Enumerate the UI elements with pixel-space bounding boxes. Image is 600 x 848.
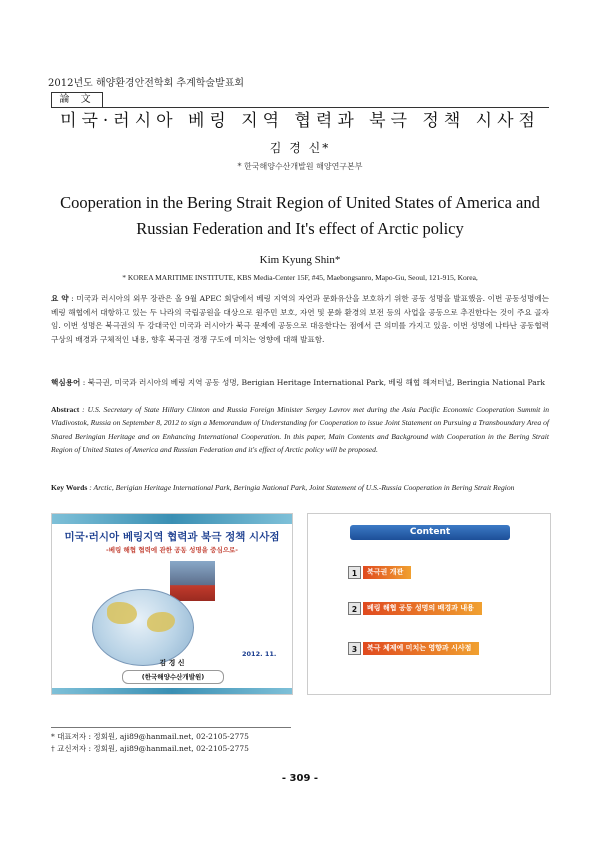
keywords-korean-label: 핵심용어	[51, 378, 81, 387]
slide-top-bar	[52, 514, 292, 524]
title-slide-image	[51, 513, 293, 695]
abstract-korean	[51, 292, 549, 346]
content-item-label: 베링 해협 공동 성명의 배경과 내용	[363, 602, 482, 615]
content-item	[348, 602, 538, 615]
article-type-tag: 論 文	[51, 92, 103, 108]
abstract-korean-label: 요 약	[51, 294, 69, 303]
footnote-contact-author: † 교신저자 : 정회원, aji89@hanmail.net, 02-2105-2775	[51, 744, 249, 753]
title-english	[40, 190, 560, 242]
affiliation-korean: * 한국해양수산개발원 해양연구본부	[237, 162, 363, 171]
icebreaker-ship-illustration	[170, 561, 215, 601]
footnote-corresponding-author: * 대표저자 : 정회원, aji89@hanmail.net, 02-2105-2775	[51, 732, 249, 741]
slide-bottom-bar	[52, 688, 292, 694]
keywords-english-text: : Arctic, Berigian Heritage International Park, Beringia National Park, Joint Statement of U.S.-Russia Cooperation in Bering Strait Region	[89, 483, 515, 492]
abstract-korean-text: : 미국과 러시아의 외무 장관은 올 9월 APEC 회담에서 베링 지역의 자연과 문화유산을 보호하기 위한 공동 성명을 발표했음. 이번 공동성명에는 베링 해협에서 대항하고 있는 두 나라의 국립공원을 대상으로 원주민 보호, 자연 및 문화 환경의 보전 등의 사업을 공동으로 추진한다는 것이 주요 골자임. 이번 성명은 북극권의 두 강대국인 미국과 러시아가 북극 문제에 공동으로 대응한다는 점에서 큰 의미를 가지고 있음. 이번 성명에 나타난 공동협력 구상의 배경과 구체적인 내용, 향후 북극권 경쟁 구도에 미치는 영향에 대해 발표함.	[51, 294, 549, 344]
page-number: - 309 -	[281, 773, 319, 784]
content-item-number: 1	[348, 566, 361, 579]
slide-headline: 미국·러시아 베링지역 협력과 북극 정책 시사점	[64, 531, 280, 543]
content-heading: Content	[350, 525, 510, 540]
author-korean: 김 경 신*	[269, 141, 331, 155]
content-item-number: 3	[348, 642, 361, 655]
content-item-label: 북극권 개관	[363, 566, 411, 579]
keywords-english	[51, 483, 549, 492]
content-item	[348, 642, 538, 655]
content-slide-image	[307, 513, 551, 695]
content-item-label: 북극 체제에 미치는 영향과 시사점	[363, 642, 479, 655]
abstract-english-text: : U.S. Secretary of State Hillary Clinton and Russia Foreign Minister Sergey Lavrov met during the Asia Pacific Economic Cooperation Summit in Vladivostok, Russia on September 8, 2012 to sign a Memorandum of Understanding for Cooperation to issue Joint Statement on Pursuing a Transboundary Area of Shared Beringian Heritage and on Enhancing International Cooperation. In this paper, Main Contents and Background with Cooperation in the Bering Strait Region of United States of America and Russian Federation and it's effect of Arctic policy will be proposed.	[51, 405, 550, 455]
keywords-korean-text: : 북극권, 미국과 러시아의 베링 지역 공동 성명, Berigian Heritage International Park, 베링 해협 해저터널, Beringia National Park	[82, 378, 546, 387]
slide-presenter: 김 경 신	[159, 659, 185, 667]
abstract-english	[51, 403, 549, 457]
title-korean: 미국·러시아 베링 지역 협력과 북극 정책 시사점	[60, 111, 540, 131]
title-english-line1: Cooperation in the Bering Strait Region of United States of America and	[60, 193, 540, 212]
conference-header: 2012년도 해양환경안전학회 추계학술발표회	[48, 78, 245, 89]
arctic-globe-illustration	[92, 589, 194, 666]
keywords-english-label: Key Words	[51, 483, 88, 492]
content-item	[348, 566, 538, 579]
title-english-line2: Russian Federation and It's effect of Arctic policy	[136, 219, 464, 238]
keywords-korean	[51, 377, 549, 388]
landmass-shape	[107, 602, 137, 624]
author-english: Kim Kyung Shin*	[259, 254, 341, 266]
abstract-english-label: Abstract	[51, 405, 80, 414]
content-item-number: 2	[348, 602, 361, 615]
slide-organization: (한국해양수산개발원)	[122, 670, 224, 684]
footnote-rule	[51, 727, 291, 728]
affiliation-english: * KOREA MARITIME INSTITUTE, KBS Media-Center 15F, #45, Maebongsanro, Mapo-Gu, Seoul, 121-915, Korea,	[122, 273, 478, 282]
slide-subheadline: -베링 해협 협력에 관한 공동 성명을 중심으로-	[106, 546, 238, 554]
slide-date: 2012. 11.	[242, 650, 277, 658]
